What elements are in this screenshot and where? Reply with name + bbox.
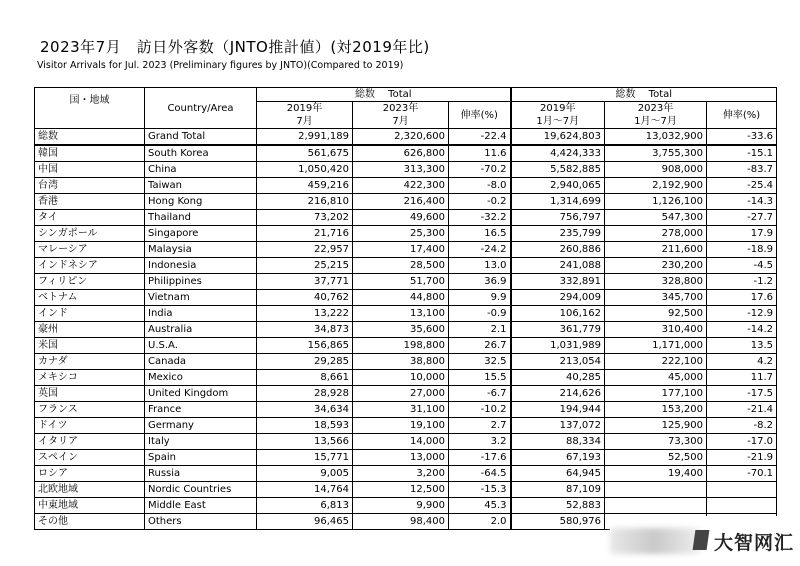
cell-ytd-2019: 1,314,699 [511, 194, 605, 210]
cell-month-2019: 34,873 [257, 322, 353, 338]
cell-region-ja: その他 [35, 514, 145, 530]
cell-month-2019: 2,991,189 [257, 129, 353, 146]
cell-ytd-2019: 106,162 [511, 306, 605, 322]
cell-region-ja: ロシア [35, 466, 145, 482]
cell-ytd-2019: 214,626 [511, 386, 605, 402]
cell-region-en: Grand Total [145, 129, 257, 146]
table-row [35, 482, 777, 498]
cell-region-en: Others [145, 514, 257, 530]
header-ytd-2023-year: 2023年 [637, 103, 674, 114]
cell-region-en: Mexico [145, 370, 257, 386]
cell-growth-month: 15.5 [449, 370, 511, 386]
cell-month-2023: 51,700 [353, 274, 449, 290]
cell-region-en: Malaysia [145, 242, 257, 258]
cell-growth-ytd: -27.7 [707, 210, 777, 226]
cell-month-2023: 13,100 [353, 306, 449, 322]
cell-region-en: China [145, 162, 257, 178]
header-ytd-2019-period: 1月～7月 [511, 115, 605, 129]
cell-growth-ytd [707, 498, 777, 514]
table-row [35, 450, 777, 466]
cell-region-ja: フランス [35, 402, 145, 418]
cell-ytd-2019: 213,054 [511, 354, 605, 370]
cell-month-2019: 561,675 [257, 145, 353, 162]
cell-ytd-2019: 137,072 [511, 418, 605, 434]
cell-region-ja: 香港 [35, 194, 145, 210]
cell-month-2019: 29,285 [257, 354, 353, 370]
cell-ytd-2023: 211,600 [605, 242, 707, 258]
cell-ytd-2019: 194,944 [511, 402, 605, 418]
cell-month-2023: 12,500 [353, 482, 449, 498]
cell-ytd-2019: 67,193 [511, 450, 605, 466]
header-month-2023-period: 7月 [353, 115, 449, 129]
cell-month-2023: 38,800 [353, 354, 449, 370]
cell-ytd-2019: 2,940,065 [511, 178, 605, 194]
header-month-2023-year: 2023年 [382, 103, 419, 114]
cell-ytd-2023: 92,500 [605, 306, 707, 322]
cell-growth-month: -10.2 [449, 402, 511, 418]
cell-growth-ytd [707, 482, 777, 498]
cell-ytd-2019: 1,031,989 [511, 338, 605, 354]
cell-month-2019: 6,813 [257, 498, 353, 514]
cell-ytd-2023 [605, 498, 707, 514]
cell-region-en: Indonesia [145, 258, 257, 274]
cell-ytd-2019: 40,285 [511, 370, 605, 386]
watermark-blur [610, 528, 700, 554]
cell-growth-ytd: -70.1 [707, 466, 777, 482]
cell-month-2023: 49,600 [353, 210, 449, 226]
cell-ytd-2023: 328,800 [605, 274, 707, 290]
table-row [35, 338, 777, 354]
cell-growth-month: 45.3 [449, 498, 511, 514]
cell-region-en: Philippines [145, 274, 257, 290]
cell-growth-ytd: -12.9 [707, 306, 777, 322]
cell-ytd-2023 [605, 482, 707, 498]
cell-growth-ytd: -15.1 [707, 145, 777, 162]
cell-growth-month: 32.5 [449, 354, 511, 370]
cell-region-en: Spain [145, 450, 257, 466]
cell-region-ja: 中国 [35, 162, 145, 178]
cell-region-en: Germany [145, 418, 257, 434]
cell-ytd-2023: 230,200 [605, 258, 707, 274]
watermark [610, 516, 800, 566]
cell-growth-ytd: 4.2 [707, 354, 777, 370]
table-row [35, 322, 777, 338]
header-group-month: 総数 Total [257, 88, 511, 102]
cell-growth-month: 2.7 [449, 418, 511, 434]
cell-month-2023: 31,100 [353, 402, 449, 418]
cell-month-2023: 216,400 [353, 194, 449, 210]
table-row [35, 242, 777, 258]
cell-ytd-2023: 52,500 [605, 450, 707, 466]
cell-growth-month: 2.0 [449, 514, 511, 530]
header-growth-month: 伸率(%) [449, 102, 511, 129]
cell-month-2023: 44,800 [353, 290, 449, 306]
cell-growth-month: 11.6 [449, 145, 511, 162]
cell-growth-month: -17.6 [449, 450, 511, 466]
cell-region-en: India [145, 306, 257, 322]
cell-ytd-2019: 88,334 [511, 434, 605, 450]
cell-growth-ytd: -18.9 [707, 242, 777, 258]
cell-growth-ytd: -21.4 [707, 402, 777, 418]
header-ytd-2019 [511, 102, 605, 116]
table-row [35, 162, 777, 178]
cell-ytd-2019: 241,088 [511, 258, 605, 274]
cell-growth-month: -0.2 [449, 194, 511, 210]
table-row [35, 226, 777, 242]
cell-month-2019: 459,216 [257, 178, 353, 194]
header-region-ja: 国・地域 [35, 88, 145, 129]
cell-region-ja: フィリピン [35, 274, 145, 290]
cell-month-2019: 22,957 [257, 242, 353, 258]
cell-month-2019: 14,764 [257, 482, 353, 498]
cell-month-2023: 35,600 [353, 322, 449, 338]
cell-ytd-2023: 125,900 [605, 418, 707, 434]
cell-region-en: Australia [145, 322, 257, 338]
cell-region-ja: 米国 [35, 338, 145, 354]
page-subtitle: Visitor Arrivals for Jul. 2023 (Preliminary figures by JNTO)(Compared to 2019) [37, 60, 404, 71]
cell-ytd-2019: 332,891 [511, 274, 605, 290]
cell-growth-ytd: -21.9 [707, 450, 777, 466]
cell-month-2019: 34,634 [257, 402, 353, 418]
header-month-2019-year: 2019年 [286, 103, 323, 114]
cell-ytd-2023: 310,400 [605, 322, 707, 338]
cell-month-2019: 13,566 [257, 434, 353, 450]
cell-region-en: France [145, 402, 257, 418]
cell-ytd-2019: 64,945 [511, 466, 605, 482]
cell-growth-ytd: -25.4 [707, 178, 777, 194]
cell-growth-month: 16.5 [449, 226, 511, 242]
cell-month-2019: 18,593 [257, 418, 353, 434]
page-title: 2023年7月 訪日外客数（JNTO推計値）(対2019年比) [40, 38, 430, 56]
cell-growth-ytd: 13.5 [707, 338, 777, 354]
cell-growth-month: -8.0 [449, 178, 511, 194]
cell-region-en: U.S.A. [145, 338, 257, 354]
cell-region-en: Thailand [145, 210, 257, 226]
table-row [35, 402, 777, 418]
cell-region-en: Hong Kong [145, 194, 257, 210]
table-body [35, 129, 777, 530]
cell-month-2019: 37,771 [257, 274, 353, 290]
cell-ytd-2023: 3,755,300 [605, 145, 707, 162]
cell-month-2023: 313,300 [353, 162, 449, 178]
cell-growth-ytd: -8.2 [707, 418, 777, 434]
cell-month-2019: 21,716 [257, 226, 353, 242]
cell-ytd-2023: 2,192,900 [605, 178, 707, 194]
cell-growth-month: 3.2 [449, 434, 511, 450]
cell-region-ja: カナダ [35, 354, 145, 370]
cell-month-2023: 25,300 [353, 226, 449, 242]
cell-ytd-2023: 1,126,100 [605, 194, 707, 210]
cell-ytd-2019: 756,797 [511, 210, 605, 226]
cell-month-2019: 15,771 [257, 450, 353, 466]
cell-month-2023: 19,100 [353, 418, 449, 434]
cell-growth-ytd: -1.2 [707, 274, 777, 290]
cell-region-en: Vietnam [145, 290, 257, 306]
table-row [35, 129, 777, 146]
cell-growth-month: -64.5 [449, 466, 511, 482]
cell-growth-ytd: -14.3 [707, 194, 777, 210]
cell-region-en: South Korea [145, 145, 257, 162]
cell-ytd-2023: 19,400 [605, 466, 707, 482]
header-month-2019 [257, 102, 353, 116]
cell-month-2023: 27,000 [353, 386, 449, 402]
header-group-ytd: 総数 Total [511, 88, 777, 102]
cell-growth-month: 13.0 [449, 258, 511, 274]
cell-region-ja: スペイン [35, 450, 145, 466]
cell-growth-ytd: -33.6 [707, 129, 777, 146]
cell-month-2019: 96,465 [257, 514, 353, 530]
cell-ytd-2023: 13,032,900 [605, 129, 707, 146]
cell-ytd-2019: 235,799 [511, 226, 605, 242]
cell-ytd-2023: 908,000 [605, 162, 707, 178]
cell-ytd-2019: 361,779 [511, 322, 605, 338]
cell-region-en: Nordic Countries [145, 482, 257, 498]
cell-month-2019: 1,050,420 [257, 162, 353, 178]
table-row [35, 306, 777, 322]
cell-region-ja: 豪州 [35, 322, 145, 338]
cell-growth-month: -32.2 [449, 210, 511, 226]
cell-ytd-2023: 73,300 [605, 434, 707, 450]
cell-month-2019: 156,865 [257, 338, 353, 354]
cell-region-en: Singapore [145, 226, 257, 242]
cell-growth-month: -0.9 [449, 306, 511, 322]
table-row [35, 434, 777, 450]
table-row [35, 466, 777, 482]
cell-month-2019: 40,762 [257, 290, 353, 306]
cell-ytd-2019: 19,624,803 [511, 129, 605, 146]
table-row [35, 274, 777, 290]
cell-region-en: Middle East [145, 498, 257, 514]
cell-growth-ytd: 17.6 [707, 290, 777, 306]
cell-region-ja: 台湾 [35, 178, 145, 194]
cell-growth-month: 36.9 [449, 274, 511, 290]
watermark-text: 大智网汇 [714, 532, 795, 554]
cell-ytd-2023: 1,171,000 [605, 338, 707, 354]
cell-month-2023: 9,900 [353, 498, 449, 514]
cell-growth-ytd: 17.9 [707, 226, 777, 242]
cell-month-2019: 25,215 [257, 258, 353, 274]
cell-ytd-2019: 87,109 [511, 482, 605, 498]
cell-growth-ytd: -17.5 [707, 386, 777, 402]
cell-region-en: Canada [145, 354, 257, 370]
cell-region-en: United Kingdom [145, 386, 257, 402]
cell-region-ja: ドイツ [35, 418, 145, 434]
cell-month-2023: 626,800 [353, 145, 449, 162]
cell-ytd-2023: 45,000 [605, 370, 707, 386]
cell-growth-month: -6.7 [449, 386, 511, 402]
cell-region-ja: 英国 [35, 386, 145, 402]
cell-ytd-2019: 52,883 [511, 498, 605, 514]
cell-region-ja: イタリア [35, 434, 145, 450]
cell-growth-month: -70.2 [449, 162, 511, 178]
table-row [35, 145, 777, 162]
cell-region-en: Italy [145, 434, 257, 450]
cell-region-ja: シンガポール [35, 226, 145, 242]
cell-region-ja: 韓国 [35, 145, 145, 162]
cell-month-2019: 28,928 [257, 386, 353, 402]
cell-growth-ytd: -17.0 [707, 434, 777, 450]
header-ytd-2023-period: 1月～7月 [605, 115, 707, 129]
cell-month-2023: 28,500 [353, 258, 449, 274]
cell-growth-ytd: -83.7 [707, 162, 777, 178]
cell-growth-month: 2.1 [449, 322, 511, 338]
cell-region-ja: 中東地域 [35, 498, 145, 514]
cell-growth-month: 9.9 [449, 290, 511, 306]
cell-ytd-2023: 153,200 [605, 402, 707, 418]
table-row [35, 178, 777, 194]
table-row [35, 386, 777, 402]
table-row [35, 258, 777, 274]
table-row [35, 290, 777, 306]
cell-month-2023: 3,200 [353, 466, 449, 482]
header-month-2023 [353, 102, 449, 116]
cell-region-ja: インド [35, 306, 145, 322]
cell-region-ja: ベトナム [35, 290, 145, 306]
cell-month-2023: 10,000 [353, 370, 449, 386]
cell-month-2019: 73,202 [257, 210, 353, 226]
cell-growth-month: 26.7 [449, 338, 511, 354]
cell-ytd-2023: 278,000 [605, 226, 707, 242]
table-row [35, 370, 777, 386]
cell-growth-ytd: 11.7 [707, 370, 777, 386]
header-growth-ytd: 伸率(%) [707, 102, 777, 129]
cell-month-2019: 216,810 [257, 194, 353, 210]
cell-ytd-2019: 4,424,333 [511, 145, 605, 162]
header-ytd-2019-year: 2019年 [540, 103, 576, 114]
cell-growth-month: -22.4 [449, 129, 511, 146]
cell-ytd-2019: 294,009 [511, 290, 605, 306]
watermark-logo-icon [693, 530, 710, 550]
cell-ytd-2023: 345,700 [605, 290, 707, 306]
cell-region-en: Taiwan [145, 178, 257, 194]
table-row [35, 210, 777, 226]
cell-region-ja: インドネシア [35, 258, 145, 274]
cell-growth-ytd: -4.5 [707, 258, 777, 274]
cell-ytd-2019: 580,976 [511, 514, 605, 530]
cell-region-en: Russia [145, 466, 257, 482]
cell-region-ja: 北欧地域 [35, 482, 145, 498]
header-ytd-2023 [605, 102, 707, 116]
header-month-2019-period: 7月 [257, 115, 353, 129]
cell-month-2023: 2,320,600 [353, 129, 449, 146]
table-row [35, 418, 777, 434]
cell-month-2019: 8,661 [257, 370, 353, 386]
cell-growth-month: -24.2 [449, 242, 511, 258]
cell-region-ja: タイ [35, 210, 145, 226]
table-row [35, 354, 777, 370]
cell-month-2023: 13,000 [353, 450, 449, 466]
cell-growth-month: -15.3 [449, 482, 511, 498]
visitor-arrivals-table [34, 87, 777, 530]
cell-month-2023: 17,400 [353, 242, 449, 258]
cell-month-2023: 98,400 [353, 514, 449, 530]
cell-ytd-2019: 260,886 [511, 242, 605, 258]
cell-ytd-2023: 547,300 [605, 210, 707, 226]
cell-ytd-2019: 5,582,885 [511, 162, 605, 178]
table-row [35, 194, 777, 210]
cell-month-2019: 13,222 [257, 306, 353, 322]
cell-month-2023: 14,000 [353, 434, 449, 450]
cell-ytd-2023: 222,100 [605, 354, 707, 370]
header-region-en: Country/Area [145, 88, 257, 129]
cell-month-2023: 422,300 [353, 178, 449, 194]
cell-region-ja: メキシコ [35, 370, 145, 386]
cell-month-2019: 9,005 [257, 466, 353, 482]
cell-region-ja: マレーシア [35, 242, 145, 258]
cell-ytd-2023: 177,100 [605, 386, 707, 402]
cell-growth-ytd: -14.2 [707, 322, 777, 338]
table-row [35, 498, 777, 514]
cell-month-2023: 198,800 [353, 338, 449, 354]
cell-region-ja: 総数 [35, 129, 145, 146]
